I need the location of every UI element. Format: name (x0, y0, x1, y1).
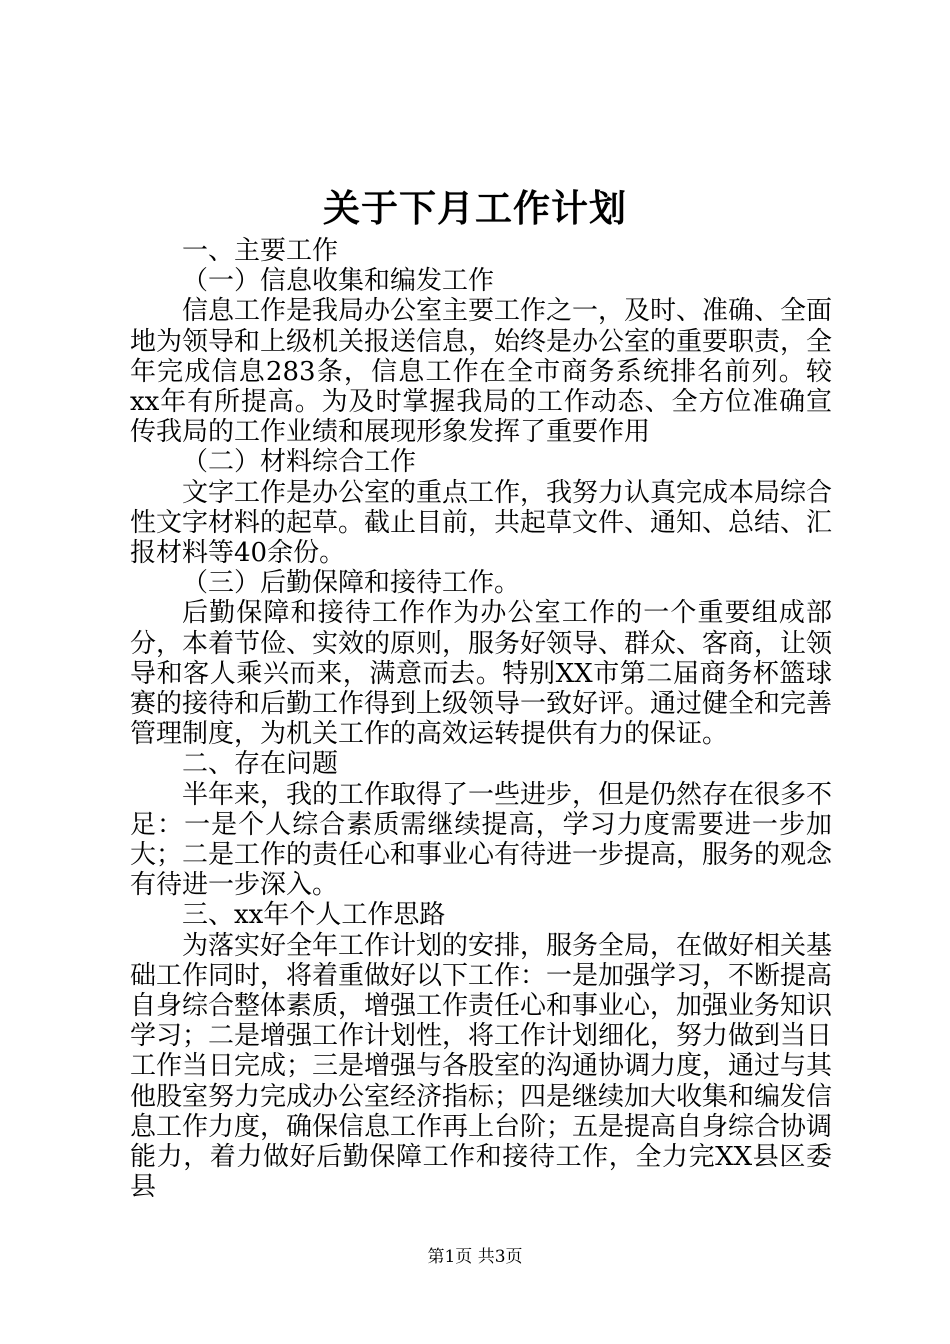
paragraph-work-plan: 为落实好全年工作计划的安排，服务全局，在做好相关基础工作同时，将着重做好以下工作：一是加强学习，不断提高自身综合整体素质，增强工作责任心和事业心，加强业务知识学习；二是增强工作计划性，将工作计划细化，努力做到当日工作当日完成；三是增强与各股室的沟通协调力度，通过与其他股室努力完成办公室经济指标；四是继续加大收集和编发信息工作力度，确保信息工作再上台阶；五是提高自身综合协调能力，着力做好后勤保障工作和接待工作，全力完XX县区委县 (130, 930, 833, 1203)
page-number-footer: 第1页 共3页 (427, 1247, 523, 1267)
paragraph-problems: 半年来，我的工作取得了一些进步，但是仍然存在很多不足：一是个人综合素质需继续提高，学习力度需要进一步加大；二是工作的责任心和事业心有待进一步提高，服务的观念有待进一步深入。 (130, 779, 833, 901)
subsection-heading-information: （一）信息收集和编发工作 (182, 266, 495, 297)
paragraph-logistics-work: 后勤保障和接待工作作为办公室工作的一个重要组成部分，本着节俭、实效的原则，服务好领导、群众、客商，让领导和客人乘兴而来，满意而去。特别XX市第二届商务杯篮球赛的接待和后勤工作得到上级领导一致好评。通过健全和完善管理制度，为机关工作的高效运转提供有力的保证。 (130, 598, 833, 750)
paragraph-materials-work: 文字工作是办公室的重点工作，我努力认真完成本局综合性文字材料的起草。截止目前，共起草文件、通知、总结、汇报材料等40余份。 (130, 477, 833, 569)
section-heading-main-work: 一、主要工作 (182, 236, 339, 266)
page-title: 关于下月工作计划 (323, 186, 627, 230)
paragraph-information-work: 信息工作是我局办公室主要工作之一，及时、准确、全面地为领导和上级机关报送信息，始终是办公室的重要职责，全年完成信息283条，信息工作在全市商务系统排名前列。较xx年有所提高。为及时掌握我局的工作动态、全方位准确宣传我局的工作业绩和展现形象发挥了重要作用 (130, 296, 833, 448)
section-heading-work-plan: 三、xx年个人工作思路 (182, 900, 446, 931)
subsection-heading-logistics: （三）后勤保障和接待工作。 (182, 568, 521, 599)
section-heading-problems: 二、存在问题 (182, 749, 339, 780)
subsection-heading-materials: （二）材料综合工作 (182, 447, 417, 478)
document-body (130, 236, 832, 1203)
